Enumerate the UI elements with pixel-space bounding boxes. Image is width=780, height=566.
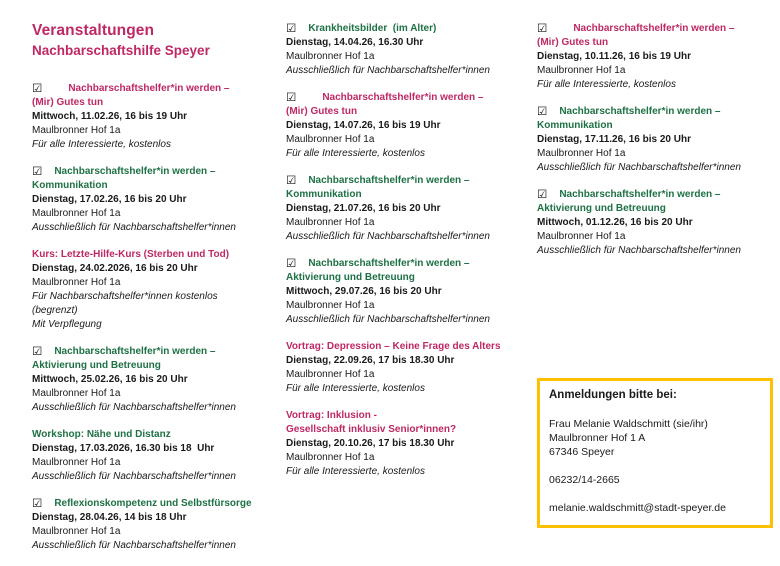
event-title: Workshop: Nähe und Distanz <box>32 429 171 440</box>
event-title-row <box>32 345 266 359</box>
event-item <box>537 188 769 258</box>
event-title: Nachbarschaftshelfer*in werden – <box>68 83 230 94</box>
event-title: Nachbarschaftshelfer*in werden – <box>559 106 721 117</box>
event-column-1 <box>32 20 266 566</box>
event-item <box>286 409 520 479</box>
event-location: Maulbronner Hof 1a <box>32 526 121 537</box>
checked-checkbox-icon: ☑ <box>286 92 297 104</box>
event-title: Reflexionskompetenz und Selbstfürsorge <box>54 498 252 509</box>
event-title-continued: (Mir) Gutes tun <box>32 97 104 108</box>
event-title-row <box>537 188 769 202</box>
event-title: Nachbarschaftshelfer*in werden – <box>322 92 484 103</box>
event-title: Nachbarschaftshelfer*in werden – <box>308 175 470 186</box>
contact-line <box>549 459 761 473</box>
event-column-3 <box>537 22 769 271</box>
event-title-continued: Kommunikation <box>537 120 613 131</box>
event-title-continued: Kommunikation <box>286 189 362 200</box>
contact-line: 67346 Speyer <box>549 446 615 458</box>
event-date: Dienstag, 21.07.26, 16 bis 20 Uhr <box>286 203 441 214</box>
page-header <box>32 20 266 60</box>
checked-checkbox-icon: ☑ <box>537 106 548 118</box>
event-title-continued: Gesellschaft inklusiv Senior*innen? <box>286 424 457 435</box>
page-subtitle: Nachbarschaftshilfe Speyer <box>32 43 210 58</box>
event-note: Für alle Interessierte, kostenlos <box>286 148 425 159</box>
event-note: Für alle Interessierte, kostenlos <box>537 79 676 90</box>
event-item <box>32 428 266 484</box>
event-note: Ausschließlich für Nachbarschaftshelfer*innen <box>286 314 490 325</box>
event-date: Dienstag, 17.11.26, 16 bis 20 Uhr <box>537 134 691 145</box>
event-note: Ausschließlich für Nachbarschaftshelfer*innen <box>286 65 490 76</box>
event-title-continued: Kommunikation <box>32 180 108 191</box>
event-title-row <box>286 91 520 105</box>
event-title-continued: Aktivierung und Betreuung <box>286 272 415 283</box>
event-location: Maulbronner Hof 1a <box>537 65 626 76</box>
event-note: Für alle Interessierte, kostenlos <box>286 466 425 477</box>
checked-checkbox-icon: ☑ <box>286 175 297 187</box>
event-title: Nachbarschaftshelfer*in werden – <box>308 258 470 269</box>
event-note: Für alle Interessierte, kostenlos <box>32 139 171 150</box>
event-title-row <box>32 428 266 442</box>
event-date: Mittwoch, 25.02.26, 16 bis 20 Uhr <box>32 374 188 385</box>
event-location: Maulbronner Hof 1a <box>286 134 375 145</box>
event-title: Kurs: Letzte-Hilfe-Kurs (Sterben und Tod) <box>32 249 230 260</box>
event-title-row <box>537 22 769 36</box>
event-location: Maulbronner Hof 1a <box>32 125 121 136</box>
event-date: Mittwoch, 11.02.26, 16 bis 19 Uhr <box>32 111 188 122</box>
event-date: Dienstag, 17.02.26, 16 bis 20 Uhr <box>32 194 187 205</box>
event-note: (begrenzt) <box>32 305 78 316</box>
event-title: Nachbarschaftshelfer*in werden – <box>54 166 216 177</box>
event-item <box>286 91 520 161</box>
event-location: Maulbronner Hof 1a <box>537 148 626 159</box>
event-location: Maulbronner Hof 1a <box>286 300 375 311</box>
event-note: Für Nachbarschaftshelfer*innen kostenlos <box>32 291 218 302</box>
event-item <box>32 165 266 235</box>
checked-checkbox-icon: ☑ <box>32 83 43 95</box>
event-location: Maulbronner Hof 1a <box>286 369 375 380</box>
event-location: Maulbronner Hof 1a <box>286 452 375 463</box>
event-note: Ausschließlich für Nachbarschaftshelfer*innen <box>286 231 490 242</box>
event-title: Nachbarschaftshelfer*in werden – <box>559 189 721 200</box>
checked-checkbox-icon: ☑ <box>32 498 43 510</box>
event-location: Maulbronner Hof 1a <box>32 457 121 468</box>
event-title-continued: Aktivierung und Betreuung <box>537 203 666 214</box>
contact-line <box>549 487 761 501</box>
event-date: Mittwoch, 01.12.26, 16 bis 20 Uhr <box>537 217 693 228</box>
event-item <box>286 174 520 244</box>
page-title: Veranstaltungen <box>32 22 155 39</box>
checked-checkbox-icon: ☑ <box>537 23 548 35</box>
event-title-row <box>32 165 266 179</box>
event-title-continued: (Mir) Gutes tun <box>537 37 609 48</box>
event-note: Für alle Interessierte, kostenlos <box>286 383 425 394</box>
event-item <box>32 248 266 332</box>
event-title-row <box>286 174 520 188</box>
event-date: Mittwoch, 29.07.26, 16 bis 20 Uhr <box>286 286 442 297</box>
event-title-row <box>537 105 769 119</box>
event-location: Maulbronner Hof 1a <box>32 208 121 219</box>
event-title-row <box>32 82 266 96</box>
contact-line: Frau Melanie Waldschmitt (sie/ihr) <box>549 418 708 430</box>
event-location: Maulbronner Hof 1a <box>286 217 375 228</box>
contact-box <box>537 378 773 528</box>
event-note: Ausschließlich für Nachbarschaftshelfer*innen <box>32 471 236 482</box>
event-location: Maulbronner Hof 1a <box>32 277 121 288</box>
event-location: Maulbronner Hof 1a <box>537 231 626 242</box>
event-title-row <box>286 340 520 354</box>
event-location: Maulbronner Hof 1a <box>286 51 375 62</box>
contact-line <box>549 403 761 417</box>
event-title: Krankheitsbilder (im Alter) <box>308 23 437 34</box>
event-title-continued: Aktivierung und Betreuung <box>32 360 161 371</box>
event-title-row <box>286 409 520 423</box>
event-item <box>286 22 520 78</box>
event-note: Ausschließlich für Nachbarschaftshelfer*innen <box>32 402 236 413</box>
event-item <box>32 82 266 152</box>
event-item <box>286 340 520 396</box>
event-note: Ausschließlich für Nachbarschaftshelfer*innen <box>32 540 236 551</box>
event-date: Dienstag, 24.02.2026, 16 bis 20 Uhr <box>32 263 198 274</box>
contact-heading: Anmeldungen bitte bei: <box>549 389 677 401</box>
event-date: Dienstag, 20.10.26, 17 bis 18.30 Uhr <box>286 438 455 449</box>
event-note: Ausschließlich für Nachbarschaftshelfer*innen <box>537 162 741 173</box>
event-title: Vortrag: Depression – Keine Frage des Alters <box>286 341 501 352</box>
checked-checkbox-icon: ☑ <box>286 258 297 270</box>
checked-checkbox-icon: ☑ <box>286 23 297 35</box>
event-title-row <box>286 257 520 271</box>
event-column-2 <box>286 22 520 492</box>
event-title: Nachbarschaftshelfer*in werden – <box>54 346 216 357</box>
event-title: Vortrag: Inklusion - <box>286 410 377 421</box>
event-date: Dienstag, 22.09.26, 17 bis 18.30 Uhr <box>286 355 455 366</box>
contact-line: Maulbronner Hof 1 A <box>549 432 646 444</box>
checked-checkbox-icon: ☑ <box>537 189 548 201</box>
event-date: Dienstag, 14.07.26, 16 bis 19 Uhr <box>286 120 441 131</box>
event-date: Dienstag, 10.11.26, 16 bis 19 Uhr <box>537 51 691 62</box>
event-date: Dienstag, 17.03.2026, 16.30 bis 18 Uhr <box>32 443 215 454</box>
event-title: Nachbarschaftshelfer*in werden – <box>573 23 735 34</box>
event-note: Ausschließlich für Nachbarschaftshelfer*innen <box>32 222 236 233</box>
event-note: Mit Verpflegung <box>32 319 102 330</box>
contact-line: melanie.waldschmitt@stadt-speyer.de <box>549 502 726 514</box>
event-date: Dienstag, 28.04.26, 14 bis 18 Uhr <box>32 512 187 523</box>
contact-lines <box>549 403 761 515</box>
event-note: Ausschließlich für Nachbarschaftshelfer*innen <box>537 245 741 256</box>
checked-checkbox-icon: ☑ <box>32 346 43 358</box>
checked-checkbox-icon: ☑ <box>32 166 43 178</box>
event-title-row <box>286 22 520 36</box>
event-title-row <box>32 497 266 511</box>
event-item <box>537 105 769 175</box>
event-item <box>32 497 266 553</box>
contact-line: 06232/14-2665 <box>549 474 620 486</box>
event-title-row <box>32 248 266 262</box>
event-item <box>537 22 769 92</box>
event-location: Maulbronner Hof 1a <box>32 388 121 399</box>
event-item <box>286 257 520 327</box>
event-item <box>32 345 266 415</box>
event-title-continued: (Mir) Gutes tun <box>286 106 358 117</box>
event-date: Dienstag, 14.04.26, 16.30 Uhr <box>286 37 424 48</box>
